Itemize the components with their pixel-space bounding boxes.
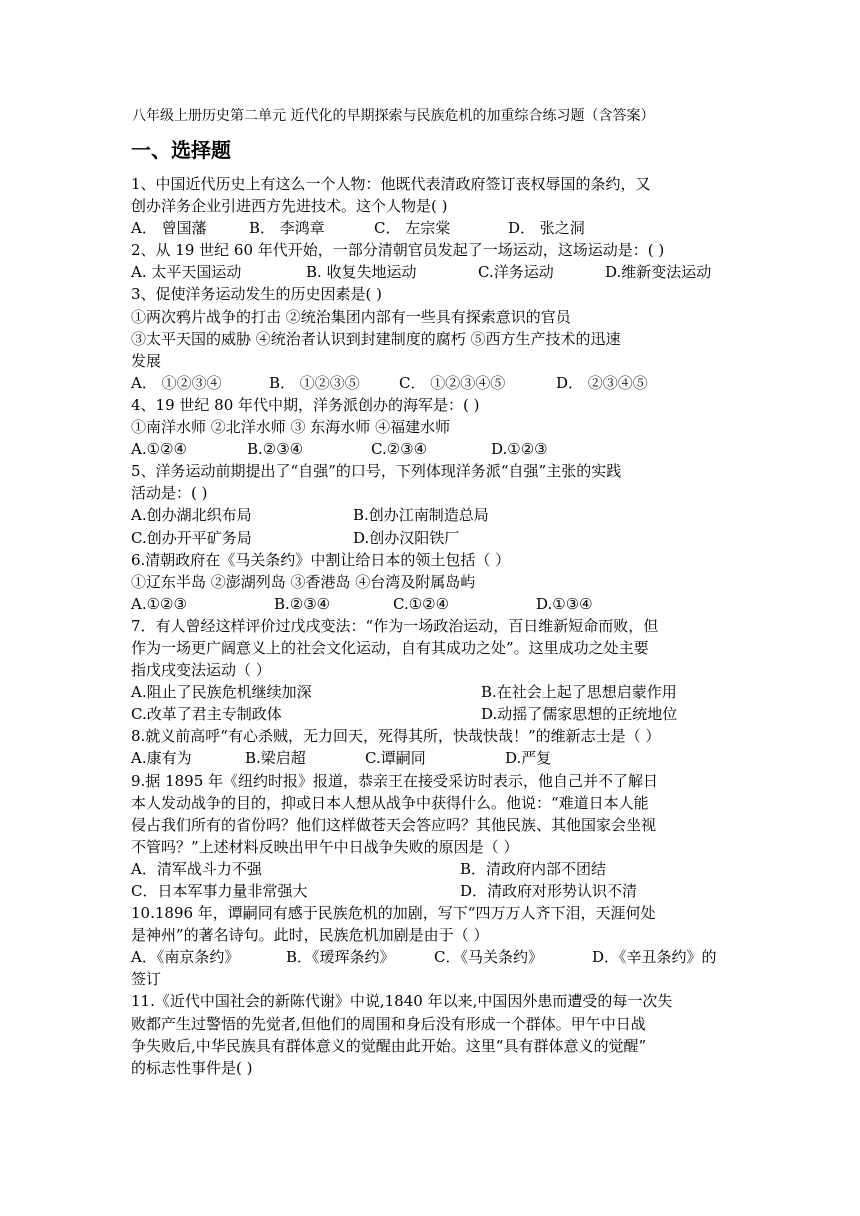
- question-text: ③太平天国的威胁 ④统治者认识到封建制度的腐朽 ⑤西方生产技术的迅速: [131, 329, 621, 348]
- option: D．清政府对形势认识不清: [460, 882, 638, 900]
- option-row: [131, 880, 731, 902]
- section-heading: 一、选择题: [131, 138, 231, 162]
- question-text: 指戊戌变法运动（ ）: [131, 661, 271, 680]
- question-text: 活动是：( ): [131, 484, 208, 503]
- option: B．清政府内部不团结: [460, 859, 607, 878]
- option: D.创办汉阳铁厂: [353, 528, 460, 547]
- question-6: [131, 549, 731, 615]
- question-8: [131, 725, 731, 769]
- option: A． ①②③④: [131, 373, 222, 392]
- option: C.改革了君主专制政体: [131, 705, 282, 724]
- question-text: 3、促使洋务运动发生的历史因素是( ): [131, 285, 383, 304]
- option: A.①②④: [131, 440, 187, 459]
- question-text: 争失败后,中华民族具有群体意义的觉醒由此开始。这里“具有群体意义的觉醒”: [131, 1036, 647, 1055]
- option-row: [131, 858, 731, 880]
- question-text: ①辽东半岛 ②澎湖列岛 ③香港岛 ④台湾及附属岛屿: [131, 572, 476, 591]
- option: C.①②④: [393, 594, 450, 613]
- option: D.动摇了儒家思想的正统地位: [481, 705, 678, 724]
- question-text: 不管吗？”上述材料反映出甲午中日战争失败的原因是（ ）: [131, 837, 519, 856]
- option: A.创办湖北织布局: [131, 506, 252, 525]
- question-7: [131, 615, 731, 725]
- question-text: 6.清朝政府在《马关条约》中割让给日本的领土包括（ ）: [131, 550, 511, 569]
- question-text: 本人发动战争的目的，抑或日本人想从战争中获得什么。他说：“难道日本人能: [131, 793, 649, 812]
- option-row: [131, 593, 731, 615]
- option: D． 张之洞: [508, 219, 585, 238]
- option: C． 左宗棠: [374, 219, 451, 238]
- question-text: 8.就义前高呼“有心杀贼，无力回天，死得其所，快哉快哉！”的维新志士是（ ）: [131, 727, 661, 746]
- option-row: [131, 527, 731, 549]
- option: A.阻止了民族危机继续加深: [131, 683, 312, 702]
- option: C． ①②③④⑤: [399, 373, 506, 392]
- option: B． ①②③⑤: [269, 373, 360, 392]
- question-2: [131, 239, 731, 283]
- option-row: [131, 438, 731, 460]
- option-row: [131, 703, 731, 725]
- question-text: 签订: [131, 970, 162, 989]
- question-text: 5、洋务运动前期提出了“自强”的口号，下列体现洋务派“自强”主张的实践: [131, 462, 622, 481]
- option-row: [131, 747, 731, 769]
- option: A．清军战斗力不强: [131, 859, 262, 878]
- option: B.创办江南制造总局: [353, 506, 489, 525]
- option: D． ②③④⑤: [556, 373, 648, 392]
- option-row: [131, 372, 731, 394]
- document-title: 八年级上册历史第二单元 近代化的早期探索与民族危机的加重综合练习题（含答案）: [132, 108, 655, 124]
- option: A．《南京条约》: [131, 948, 240, 967]
- option: C.②③④: [371, 440, 428, 459]
- question-text: 侵占我们所有的省份吗？他们这样做苍天会答应吗？其他民族、其他国家会坐视: [131, 815, 657, 834]
- option: B． 李鸿章: [249, 219, 325, 238]
- question-text: 作为一场更广阔意义上的社会文化运动，自有其成功之处”。这里成功之处主要: [131, 638, 649, 657]
- option: B. 收复失地运动: [306, 263, 417, 282]
- question-1: [131, 173, 731, 239]
- option: A.①②③: [131, 594, 187, 613]
- option: D.①②③: [491, 440, 548, 459]
- option: C．《马关条约》: [434, 948, 543, 967]
- question-text: 7．有人曾经这样评价过戊戌变法：“作为一场政治运动，百日维新短命而败，但: [131, 616, 659, 635]
- option: D.①③④: [536, 594, 593, 613]
- option: D.严复: [505, 749, 552, 768]
- question-list: [131, 173, 731, 1079]
- question-text: 发展: [131, 351, 162, 370]
- question-text: 9.据 1895 年《纽约时报》报道，恭亲王在接受采访时表示，他自己并不了解日: [131, 771, 659, 790]
- question-text: 败都产生过警悟的先觉者,但他们的周围和身后没有形成一个群体。甲午中日战: [131, 1014, 646, 1033]
- option: B.在社会上起了思想启蒙作用: [481, 683, 677, 702]
- option: A. 太平天国运动: [131, 263, 242, 282]
- question-text: 1、中国近代历史上有这么一个人物：他既代表清政府签订丧权辱国的条约，又: [131, 175, 651, 193]
- option: A． 曾国藩: [131, 219, 207, 238]
- option-row: [131, 681, 731, 703]
- option: D.维新变法运动: [605, 263, 712, 282]
- question-text: 4、19 世纪 80 年代中期，洋务派创办的海军是：( ): [131, 395, 480, 414]
- question-text: 10.1896 年，谭嗣同有感于民族危机的加剧，写下“四万万人齐下泪，天涯何处: [131, 904, 656, 923]
- question-text: ①南洋水师 ②北洋水师 ③ 东海水师 ④福建水师: [131, 418, 451, 437]
- question-text: 的标志性事件是( ): [131, 1058, 253, 1077]
- question-3: [131, 283, 731, 393]
- option-row: [131, 217, 731, 239]
- option: B.梁启超: [245, 749, 306, 768]
- option: C.创办开平矿务局: [131, 528, 252, 547]
- question-4: [131, 394, 731, 460]
- option: B．《瑷珲条约》: [286, 948, 395, 967]
- option-row: [131, 261, 731, 283]
- question-text: 2、从 19 世纪 60 年代开始，一部分清朝官员发起了一场运动，这场运动是：( ): [131, 241, 665, 260]
- question-10: [131, 902, 731, 990]
- question-text: 11.《近代中国社会的新陈代谢》中说,1840 年以来,中国因外患而遭受的每一次失: [131, 992, 673, 1011]
- option: C.谭嗣同: [365, 749, 426, 768]
- question-text: 创办洋务企业引进西方先进技术。这个人物是( ): [131, 197, 448, 216]
- option: B.②③④: [247, 440, 304, 459]
- question-11: [131, 990, 731, 1078]
- question-text: ①两次鸦片战争的打击 ②统治集团内部有一些具有探索意识的官员: [131, 307, 571, 326]
- option: C.洋务运动: [478, 263, 554, 282]
- option: B.②③④: [274, 594, 331, 613]
- option-row: [131, 946, 731, 968]
- question-9: [131, 770, 731, 903]
- question-text: 是神州”的著名诗句。此时，民族危机加剧是由于（ ）: [131, 926, 489, 945]
- option: A.康有为: [131, 749, 192, 768]
- option: D．《辛丑条约》的: [592, 948, 717, 967]
- question-5: [131, 460, 731, 548]
- option: C．日本军事力量非常强大: [131, 882, 308, 900]
- option-row: [131, 504, 731, 526]
